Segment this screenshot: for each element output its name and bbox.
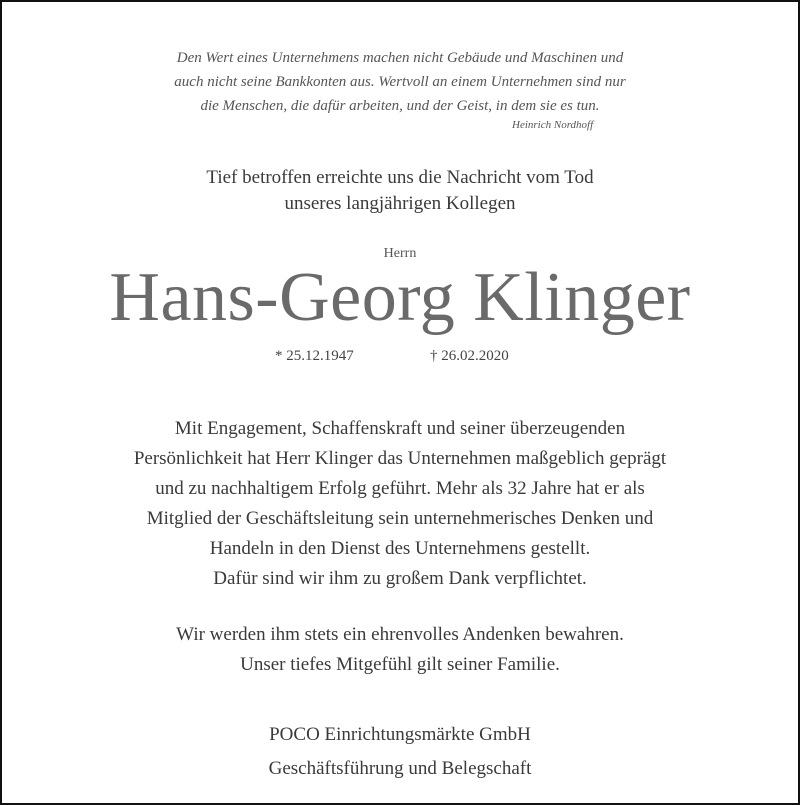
salutation: Herrn: [383, 246, 417, 261]
epigraph-quote: [2, 46, 798, 118]
tribute-line: Mit Engagement, Schaffenskraft und seiner überzeugenden: [174, 418, 626, 439]
signature-block: [2, 718, 798, 786]
signature-company: POCO Einrichtungsmärkte GmbH: [269, 724, 531, 745]
death-date: † 26.02.2020: [430, 348, 509, 364]
deceased-name: Hans-Georg Klinger: [109, 259, 691, 336]
tribute-line: Mitglied der Geschäftsleitung sein unternehmerisches Denken und: [146, 508, 654, 529]
birth-date: * 25.12.1947: [275, 348, 354, 364]
intro-line: unseres langjährigen Kollegen: [284, 193, 516, 214]
signature-group: Geschäftsführung und Belegschaft: [268, 758, 532, 779]
intro-text: [2, 165, 798, 217]
quote-line: Den Wert eines Unternehmens machen nicht Gebäude und Maschinen und: [176, 50, 624, 66]
tribute-text: [2, 414, 798, 594]
tribute-line: Handeln in den Dienst des Unternehmens gestellt.: [209, 538, 591, 559]
tribute-line: Persönlichkeit hat Herr Klinger das Unternehmen maßgeblich geprägt: [133, 448, 667, 469]
tribute-line: und zu nachhaltigem Erfolg geführt. Mehr als 32 Jahre hat er als: [155, 478, 645, 499]
tribute-line: Dafür sind wir ihm zu großem Dank verpflichtet.: [213, 568, 587, 589]
quote-line: auch nicht seine Bankkonten aus. Wertvoll an einem Unternehmen sind nur: [174, 74, 626, 90]
closing-text: [2, 620, 798, 680]
quote-author: Heinrich Nordhoff: [512, 119, 594, 131]
closing-line: Unser tiefes Mitgefühl gilt seiner Familie.: [240, 654, 560, 675]
intro-line: Tief betroffen erreichte uns die Nachricht vom Tod: [206, 167, 594, 188]
closing-line: Wir werden ihm stets ein ehrenvolles Andenken bewahren.: [176, 624, 624, 645]
quote-line: die Menschen, die dafür arbeiten, und der Geist, in dem sie es tun.: [200, 98, 600, 114]
